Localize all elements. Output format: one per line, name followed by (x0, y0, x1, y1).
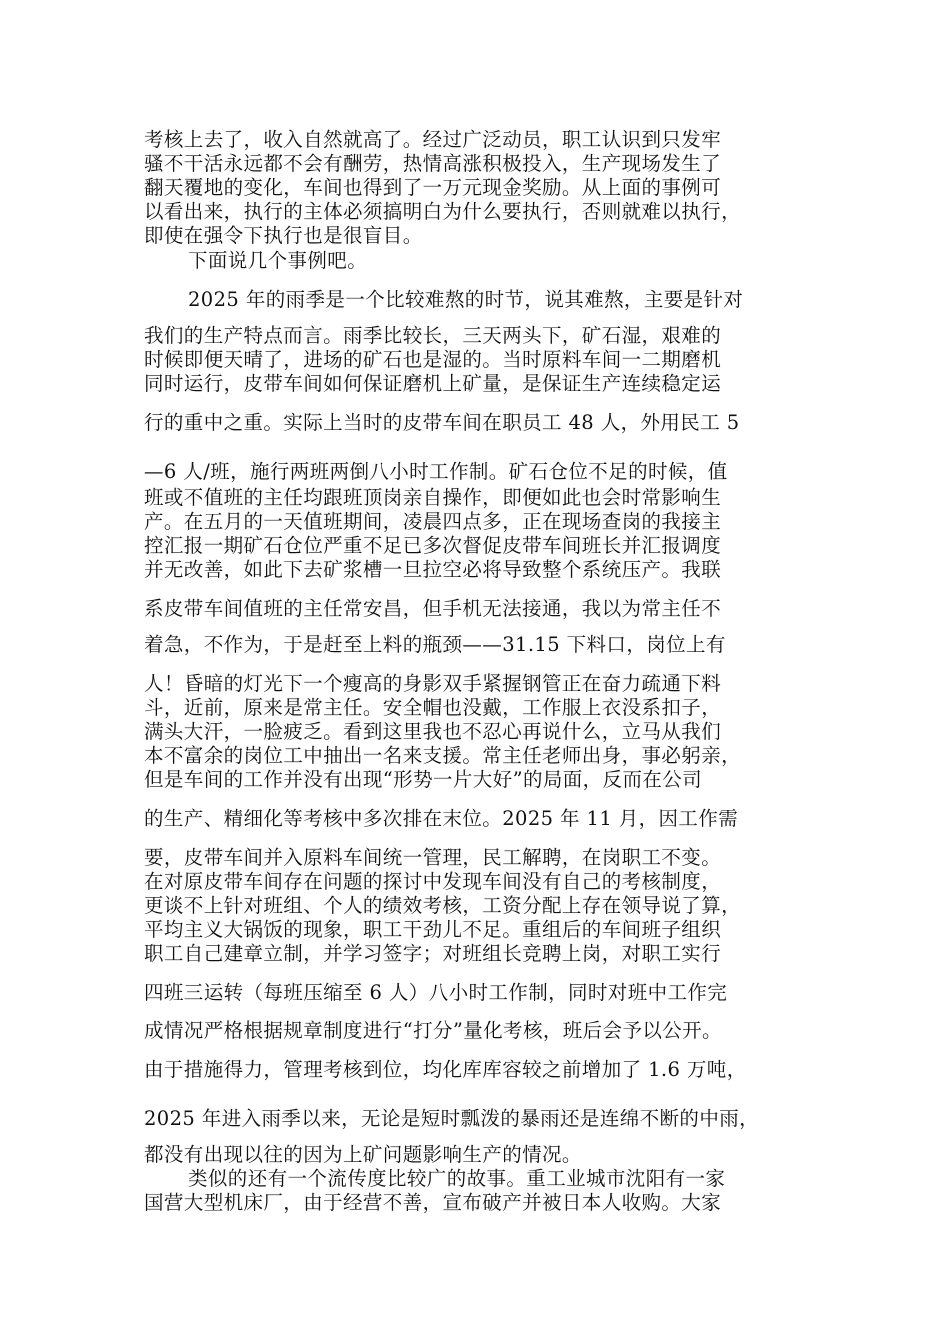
text-line: 成情况严格根据规章制度进行“打分”量化考核，班后会予以公开。 (144, 1019, 722, 1042)
text-line: 在对原皮带车间存在问题的探讨中发现车间没有自己的考核制度， (144, 870, 722, 893)
text-line: 人！昏暗的灯光下一个瘦高的身影双手紧握钢管正在奋力疏通下料 (144, 672, 722, 695)
text-line: 平均主义大锅饭的现象，职工干劲儿不足。重组后的车间班子组织 (144, 918, 722, 941)
text-line: 要，皮带车间并入原料车间统一管理，民工解聘，在岗职工不变。 (144, 846, 722, 869)
text-line: 即使在强令下执行也是很盲目。 (144, 224, 423, 247)
text-line: 行的重中之重。实际上当时的皮带车间在职员工 48 人，外用民工 5 (144, 411, 740, 434)
text-line: 我们的生产特点而言。雨季比较长，三天两头下，矿石湿，艰难的 (144, 324, 722, 347)
text-line: 更谈不上针对班组、个人的绩效考核，工资分配上存在领导说了算， (144, 894, 742, 917)
text-line: 国营大型机床厂，由于经营不善，宣布破产并被日本人收购。大家 (144, 1191, 722, 1214)
text-line: 斗，近前，原来是常主任。安全帽也没戴，工作服上衣没系扣子， (144, 696, 722, 719)
text-line: 但是车间的工作并没有出现“形势一片大好”的局面，反而在公司 (144, 768, 703, 791)
text-line: 满头大汗，一脸疲乏。看到这里我也不忍心再说什么，立马从我们 (144, 720, 722, 743)
text-line: 翻天覆地的变化，车间也得到了一万元现金奖励。从上面的事例可 (144, 176, 722, 199)
text-line: 由于措施得力，管理考核到位，均化库库容较之前增加了 1.6 万吨， (144, 1058, 747, 1081)
text-line: 骚不干活永远都不会有酬劳，热情高涨积极投入，生产现场发生了 (144, 152, 722, 175)
text-line: 的生产、精细化等考核中多次排在末位。2025 年 11 月，因工作需 (144, 807, 739, 830)
text-line: 系皮带车间值班的主任常安昌，但手机无法接通，我以为常主任不 (144, 597, 722, 620)
text-line: 考核上去了，收入自然就高了。经过广泛动员，职工认识到只发牢 (144, 128, 722, 151)
text-line: 产。在五月的一天值班期间，凌晨四点多，正在现场查岗的我接主 (144, 510, 722, 533)
text-line: 班或不值班的主任均跟班顶岗亲自操作，即便如此也会时常影响生 (144, 486, 722, 509)
text-line: 类似的还有一个流传度比较广的故事。重工业城市沈阳有一家 (188, 1167, 726, 1190)
text-line: 四班三运转（每班压缩至 6 人）八小时工作制，同时对班中工作完 (144, 981, 728, 1004)
text-line: 2025 年的雨季是一个比较难熬的时节，说其难熬，主要是针对 (188, 288, 744, 311)
text-line: 2025 年进入雨季以来，无论是短时瓢泼的暴雨还是连绵不断的中雨， (144, 1107, 760, 1130)
text-line: 同时运行，皮带车间如何保证磨机上矿量，是保证生产连续稳定运 (144, 372, 722, 395)
text-line: 并无改善，如此下去矿浆槽一旦拉空必将导致整个系统压产。我联 (144, 558, 722, 581)
text-line: —6 人/班，施行两班两倒八小时工作制。矿石仓位不足的时候，值 (144, 460, 728, 483)
text-line: 以看出来，执行的主体必须搞明白为什么要执行，否则就难以执行， (144, 200, 742, 223)
text-line: 控汇报一期矿石仓位严重不足已多次督促皮带车间班长并汇报调度 (144, 534, 722, 557)
text-line: 都没有出现以往的因为上矿问题影响生产的情况。 (144, 1143, 582, 1166)
text-line: 本不富余的岗位工中抽出一名来支援。常主任老师出身，事必躬亲， (144, 744, 742, 767)
text-line: 下面说几个事例吧。 (188, 249, 368, 272)
text-line: 着急，不作为，于是赶至上料的瓶颈——31.15 下料口，岗位上有 (144, 633, 726, 656)
text-line: 时候即便天晴了，进场的矿石也是湿的。当时原料车间一二期磨机 (144, 348, 722, 371)
text-line: 职工自己建章立制，并学习签字；对班组长竞聘上岗，对职工实行 (144, 942, 722, 965)
